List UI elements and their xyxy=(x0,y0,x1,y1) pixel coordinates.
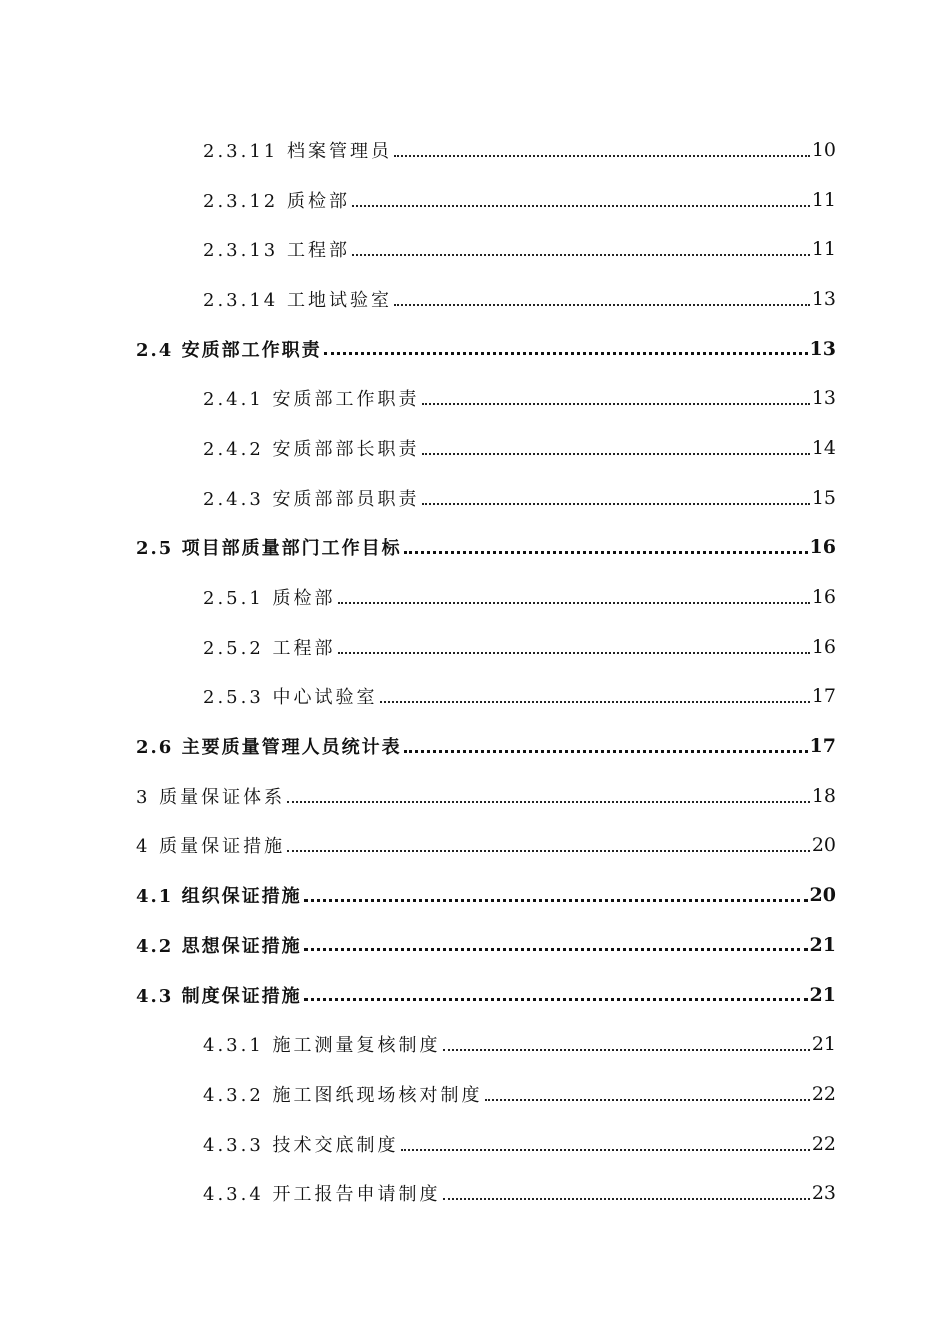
toc-entry[interactable] xyxy=(0,771,950,821)
toc-entry-label: 2.5 项目部质量部门工作目标 xyxy=(136,538,402,560)
dot-leader xyxy=(404,750,808,753)
toc-entry-label: 2.5.1 质检部 xyxy=(203,588,336,610)
toc-entry[interactable] xyxy=(0,870,950,920)
dot-leader xyxy=(287,801,810,803)
toc-entry-label: 4.1 组织保证措施 xyxy=(136,886,302,908)
toc-entry[interactable] xyxy=(0,821,950,871)
dot-leader xyxy=(380,701,810,703)
dot-leader xyxy=(304,998,808,1001)
toc-entry-label: 2.3.13 工程部 xyxy=(203,240,350,262)
toc-entry[interactable] xyxy=(0,1019,950,1069)
dot-leader xyxy=(287,850,810,852)
dot-leader xyxy=(304,899,808,902)
toc-entry-label: 2.4 安质部工作职责 xyxy=(136,339,322,361)
dot-leader xyxy=(304,948,808,951)
toc-entry-label: 2.6 主要质量管理人员统计表 xyxy=(136,737,402,759)
toc-entry-label: 2.4.2 安质部部长职责 xyxy=(203,438,420,460)
toc-entry-label: 2.3.14 工地试验室 xyxy=(203,289,392,311)
toc-entry[interactable] xyxy=(0,1168,950,1218)
toc-entry-page: 21 xyxy=(809,933,836,956)
toc-entry-page: 14 xyxy=(811,436,836,459)
dot-leader xyxy=(401,1149,810,1151)
toc-entry-label: 2.4.1 安质部工作职责 xyxy=(203,389,420,411)
dot-leader xyxy=(443,1198,810,1200)
toc-entry-page: 20 xyxy=(809,884,836,907)
toc-entry-label: 3 质量保证体系 xyxy=(136,786,286,808)
toc-entry[interactable] xyxy=(0,672,950,722)
toc-entry-page: 16 xyxy=(809,536,836,559)
dot-leader xyxy=(338,652,810,654)
toc-entry-page: 17 xyxy=(809,735,836,758)
toc-entry-label: 4.3.2 施工图纸现场核对制度 xyxy=(203,1084,483,1106)
dot-leader xyxy=(485,1099,810,1101)
dot-leader xyxy=(404,551,808,554)
toc-entry-page: 23 xyxy=(811,1182,836,1205)
toc-entry-page: 13 xyxy=(811,287,836,310)
toc-entry-page: 17 xyxy=(811,685,836,708)
toc-entry-page: 10 xyxy=(811,138,836,161)
dot-leader xyxy=(394,304,810,306)
toc-entry[interactable] xyxy=(0,721,950,771)
toc-entry-label: 2.5.3 中心试验室 xyxy=(203,687,378,709)
toc-entry[interactable] xyxy=(0,1119,950,1169)
toc-entry[interactable] xyxy=(0,920,950,970)
dot-leader xyxy=(394,155,810,157)
dot-leader xyxy=(422,503,810,505)
toc-entry-page: 16 xyxy=(811,586,836,609)
dot-leader xyxy=(352,254,810,256)
toc-entry-page: 18 xyxy=(811,784,836,807)
toc-entry[interactable] xyxy=(0,572,950,622)
dot-leader xyxy=(443,1049,810,1051)
toc-entry-page: 11 xyxy=(811,238,836,261)
toc-entry-page: 21 xyxy=(811,1033,836,1056)
toc-entry[interactable] xyxy=(0,622,950,672)
toc-entry[interactable] xyxy=(0,324,950,374)
toc-entry[interactable] xyxy=(0,274,950,324)
toc-entry-page: 13 xyxy=(809,337,836,360)
toc-entry[interactable] xyxy=(0,473,950,523)
toc-entry[interactable] xyxy=(0,125,950,175)
toc-entry[interactable] xyxy=(0,373,950,423)
toc-entry-page: 22 xyxy=(811,1132,836,1155)
toc-entry-page: 16 xyxy=(811,635,836,658)
toc-entry-label: 2.3.12 质检部 xyxy=(203,190,350,212)
toc-entry[interactable] xyxy=(0,175,950,225)
toc-entry[interactable] xyxy=(0,423,950,473)
dot-leader xyxy=(422,403,810,405)
toc-entry-page: 15 xyxy=(811,486,836,509)
toc-entry[interactable] xyxy=(0,523,950,573)
toc-entry-label: 2.5.2 工程部 xyxy=(203,637,336,659)
toc-entry[interactable] xyxy=(0,970,950,1020)
toc-entry-page: 13 xyxy=(811,387,836,410)
dot-leader xyxy=(338,602,810,604)
toc-entry-label: 4.2 思想保证措施 xyxy=(136,935,302,957)
toc-entry-label: 4 质量保证措施 xyxy=(136,836,286,858)
dot-leader xyxy=(422,453,810,455)
toc-entry-label: 4.3 制度保证措施 xyxy=(136,985,302,1007)
toc-entry-page: 20 xyxy=(811,834,836,857)
dot-leader xyxy=(324,352,808,355)
toc-entry-label: 2.3.11 档案管理员 xyxy=(203,140,392,162)
toc-entry[interactable] xyxy=(0,1069,950,1119)
toc-entry-label: 4.3.3 技术交底制度 xyxy=(203,1134,399,1156)
toc-entry[interactable] xyxy=(0,224,950,274)
toc-entry-page: 21 xyxy=(809,983,836,1006)
toc-entry-label: 4.3.4 开工报告申请制度 xyxy=(203,1184,441,1206)
toc-entry-label: 4.3.1 施工测量复核制度 xyxy=(203,1035,441,1057)
toc-entry-page: 11 xyxy=(811,188,836,211)
dot-leader xyxy=(352,205,810,207)
toc-entry-label: 2.4.3 安质部部员职责 xyxy=(203,488,420,510)
table-of-contents xyxy=(0,125,950,1218)
toc-entry-page: 22 xyxy=(811,1082,836,1105)
